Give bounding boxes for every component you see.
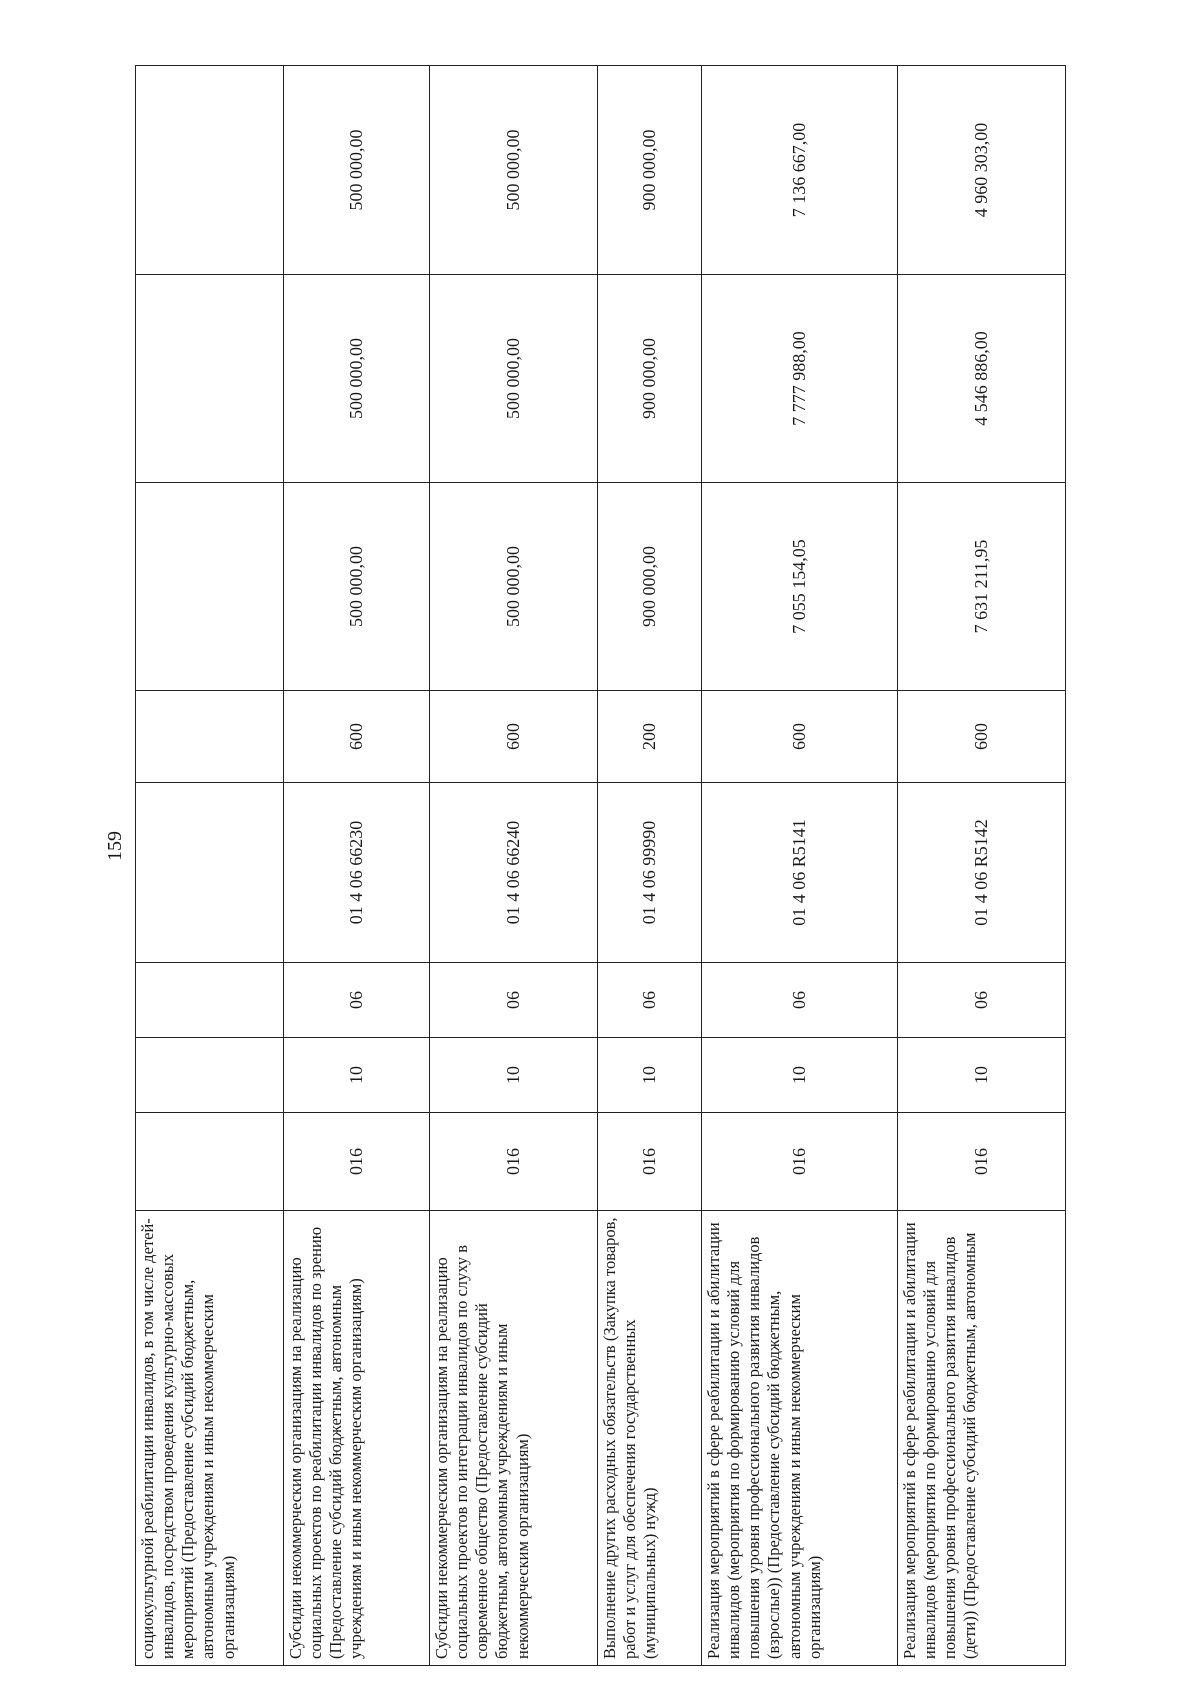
ministry-code-cell: 016: [430, 1113, 598, 1211]
amount-year3-cell: [136, 66, 284, 275]
ministry-code-cell: 016: [598, 1113, 702, 1211]
page-number: 159: [104, 831, 126, 861]
subsection-code-cell: 06: [702, 963, 898, 1038]
amount-year2-cell: 4 546 886,00: [898, 275, 1066, 483]
table-row: [430, 66, 598, 1666]
subsection-code-cell: 06: [598, 963, 702, 1038]
amount-year2-cell: 500 000,00: [284, 275, 430, 483]
expense-type-cell: [136, 691, 284, 783]
expense-name-cell: Субсидии некоммерческим организациям на реализацию социальных проектов по реабилитации инвалидов по зрению (Предоставление субсидий бюджетным, автономным учреждениям и иным некоммерческим организациям): [284, 1211, 430, 1666]
amount-year2-cell: [136, 275, 284, 483]
section-code-cell: 10: [898, 1038, 1066, 1113]
table-row: [136, 66, 284, 1666]
amount-year2-cell: 500 000,00: [430, 275, 598, 483]
expense-name-cell: Реализация мероприятий в сфере реабилитации и абилитации инвалидов (мероприятия по формированию условий для повышения уровня профессионального развития инвалидов (дети)) (Предоставление субсидий бюджетным, автономным: [898, 1211, 1066, 1666]
section-code-cell: 10: [430, 1038, 598, 1113]
amount-year1-cell: 7 631 211,95: [898, 483, 1066, 691]
ministry-code-cell: 016: [702, 1113, 898, 1211]
target-article-cell: 01 4 06 66230: [284, 783, 430, 963]
ministry-code-cell: [136, 1113, 284, 1211]
expense-name-cell: Выполнение других расходных обязательств (Закупка товаров, работ и услуг для обеспечения государственных (муниципальных) нужд): [598, 1211, 702, 1666]
budget-table-body: [136, 66, 1066, 1666]
expense-type-cell: 600: [284, 691, 430, 783]
subsection-code-cell: 06: [430, 963, 598, 1038]
amount-year3-cell: 4 960 303,00: [898, 66, 1066, 275]
target-article-cell: 01 4 06 R5141: [702, 783, 898, 963]
section-code-cell: 10: [702, 1038, 898, 1113]
subsection-code-cell: 06: [898, 963, 1066, 1038]
subsection-code-cell: 06: [284, 963, 430, 1038]
expense-type-cell: 600: [430, 691, 598, 783]
expense-name-cell: Реализация мероприятий в сфере реабилитации и абилитации инвалидов (мероприятия по формированию условий для повышения уровня профессионального развития инвалидов (взрослые)) (Предоставление субсидий бюджетным, автономным учреждениям и иным некоммерческим организациям): [702, 1211, 898, 1666]
amount-year1-cell: 900 000,00: [598, 483, 702, 691]
budget-table-rotated: [135, 66, 1065, 1666]
amount-year1-cell: 500 000,00: [430, 483, 598, 691]
amount-year2-cell: 900 000,00: [598, 275, 702, 483]
section-code-cell: [136, 1038, 284, 1113]
amount-year1-cell: 500 000,00: [284, 483, 430, 691]
section-code-cell: 10: [284, 1038, 430, 1113]
amount-year3-cell: 500 000,00: [430, 66, 598, 275]
subsection-code-cell: [136, 963, 284, 1038]
amount-year3-cell: 500 000,00: [284, 66, 430, 275]
ministry-code-cell: 016: [284, 1113, 430, 1211]
table-row: [598, 66, 702, 1666]
expense-name-cell: Субсидии некоммерческим организациям на реализацию социальных проектов по интеграции инвалидов по слуху в современное общество (Предоставление субсидий бюджетным, автономным учреждениям и иным некоммерческим организациям): [430, 1211, 598, 1666]
target-article-cell: 01 4 06 66240: [430, 783, 598, 963]
expense-type-cell: 200: [598, 691, 702, 783]
ministry-code-cell: 016: [898, 1113, 1066, 1211]
table-row: [702, 66, 898, 1666]
expense-type-cell: 600: [702, 691, 898, 783]
amount-year2-cell: 7 777 988,00: [702, 275, 898, 483]
section-code-cell: 10: [598, 1038, 702, 1113]
amount-year1-cell: [136, 483, 284, 691]
table-row: [284, 66, 430, 1666]
target-article-cell: [136, 783, 284, 963]
table-row: [898, 66, 1066, 1666]
budget-table: [135, 65, 1066, 1666]
expense-name-cell: социокультурной реабилитации инвалидов, в том числе детей-инвалидов, посредством проведения культурно-массовых мероприятий (Предоставление субсидий бюджетным, автономным учреждениям и иным некоммерческим организациям): [136, 1211, 284, 1666]
amount-year3-cell: 900 000,00: [598, 66, 702, 275]
amount-year3-cell: 7 136 667,00: [702, 66, 898, 275]
target-article-cell: 01 4 06 99990: [598, 783, 702, 963]
amount-year1-cell: 7 055 154,05: [702, 483, 898, 691]
expense-type-cell: 600: [898, 691, 1066, 783]
target-article-cell: 01 4 06 R5142: [898, 783, 1066, 963]
